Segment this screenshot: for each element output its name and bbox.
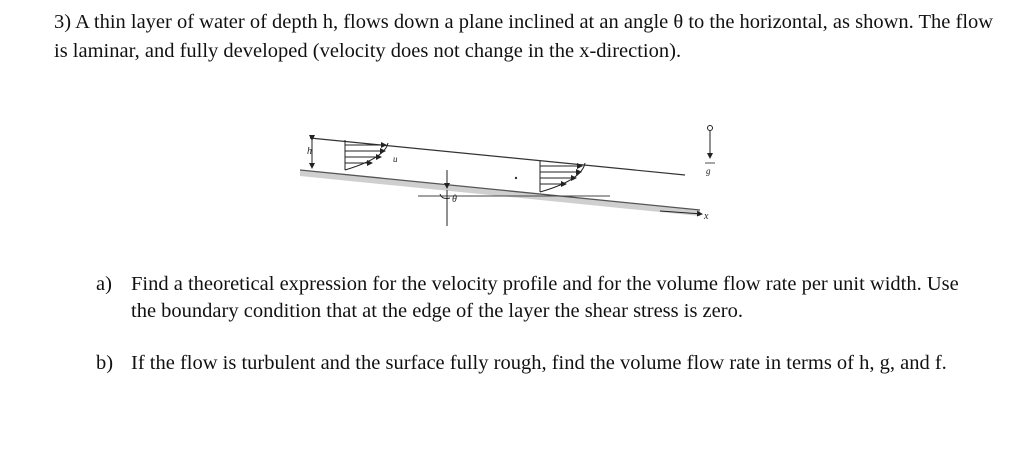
- x-axis-label: x: [704, 211, 709, 222]
- plane-surface-line: [300, 170, 700, 210]
- problem-statement: 3) A thin layer of water of depth h, flows down a plane inclined at an angle θ to the horizontal, as shown. The flow is laminar, and fully developed (velocity does not change in the x-direction).: [54, 11, 994, 62]
- part-b-label: b): [96, 352, 114, 374]
- inclined-flow-diagram: [300, 118, 720, 233]
- velocity-label-u: u: [393, 154, 398, 164]
- gravity-label-g: g: [706, 166, 711, 176]
- velocity-profile-right: [540, 161, 585, 192]
- center-dot: [515, 177, 517, 179]
- part-a-label: a): [96, 273, 112, 295]
- part-a-text: Find a theoretical expression for the velocity profile and for the volume flow rate per unit width. Use the boundary condition that at the edge of the layer the shear stress is zero.: [131, 273, 959, 322]
- angle-label-theta: θ: [452, 194, 457, 205]
- gravity-origin-circle: [708, 126, 713, 131]
- part-b-text: If the flow is turbulent and the surface fully rough, find the volume flow rate in terms of h, g, and f.: [131, 352, 947, 374]
- depth-label-h: h: [307, 146, 312, 157]
- inclined-plane: [300, 170, 700, 216]
- velocity-profile-left: [345, 140, 388, 170]
